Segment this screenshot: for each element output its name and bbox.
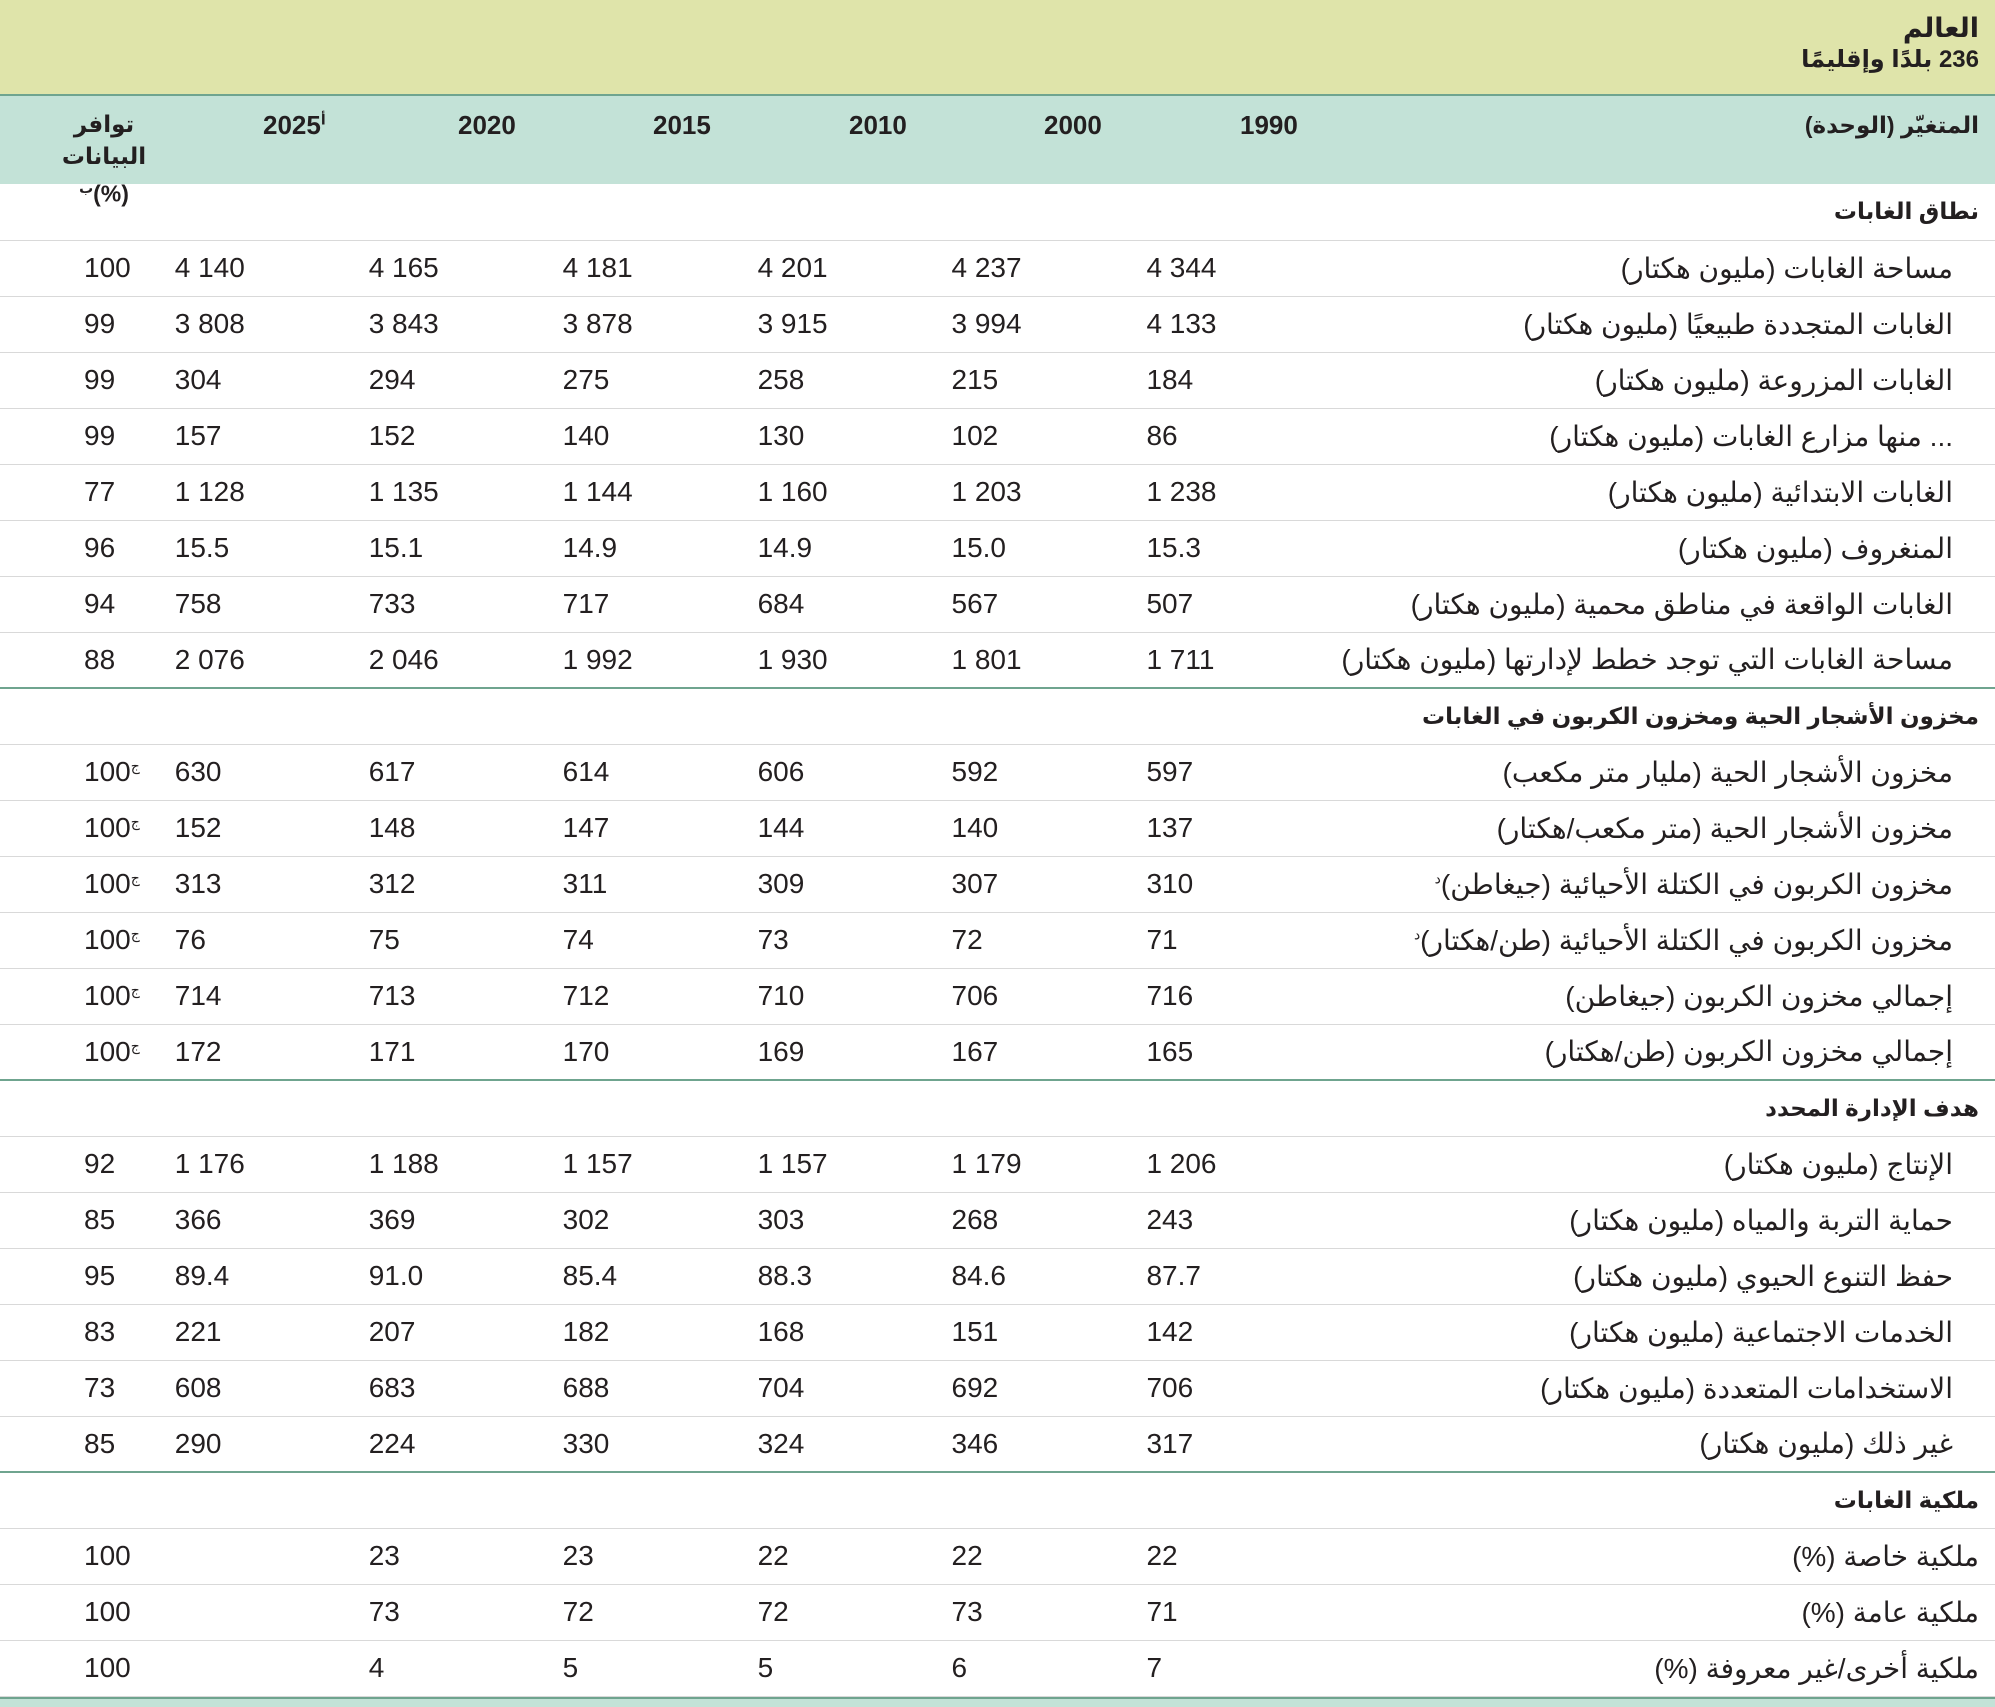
availability-cell	[0, 240, 175, 296]
value-cell-1990: 1 711	[1146, 632, 1341, 688]
row-label-text: مخزون الكربون في الكتلة الأحيائية (جيغاطن)	[1440, 868, 1953, 900]
availability-value: 99	[84, 420, 116, 451]
value-cell-2025: 2 076	[175, 632, 369, 688]
value-cell-1990: 1 238	[1146, 464, 1341, 520]
row-label-text: إجمالي مخزون الكربون (جيغاطن)	[1565, 980, 1953, 1012]
availability-value: 95	[84, 1260, 116, 1291]
value-cell-2015: 170	[563, 1024, 758, 1080]
availability-cell	[0, 856, 175, 912]
value-cell-2020: 15.1	[369, 520, 563, 576]
value-cell-2010: 5	[758, 1640, 952, 1696]
value-cell-2000: 4 237	[952, 240, 1147, 296]
value-cell-1990: 71	[1146, 1584, 1341, 1640]
value-cell-2025: 76	[175, 912, 369, 968]
value-cell-2000: 215	[952, 352, 1147, 408]
availability-cell	[0, 1024, 175, 1080]
row-label-text: ملكية خاصة (%)	[1792, 1540, 1979, 1572]
availability-value: 100	[84, 756, 131, 787]
header-year-2000: 2000	[1044, 110, 1102, 140]
value-cell-2010: 704	[758, 1360, 952, 1416]
availability-value: 92	[84, 1148, 116, 1179]
value-cell-2000: 706	[952, 968, 1147, 1024]
availability-mark: ج	[130, 757, 140, 774]
row-label-text: الخدمات الاجتماعية (مليون هكتار)	[1569, 1316, 1953, 1348]
value-cell-1990: 22	[1146, 1528, 1341, 1584]
value-cell-2015: 311	[563, 856, 758, 912]
value-cell-2010: 710	[758, 968, 952, 1024]
availability-value: 100	[84, 812, 131, 843]
value-cell-1990: 137	[1146, 800, 1341, 856]
value-cell-2025: 1 176	[175, 1136, 369, 1192]
value-cell-2010: 169	[758, 1024, 952, 1080]
row-label-text: الغابات المزروعة (مليون هكتار)	[1594, 364, 1953, 396]
row-label-text: المنغروف (مليون هكتار)	[1677, 532, 1953, 564]
value-cell-2000: 22	[952, 1528, 1147, 1584]
row-label-text: مخزون الكربون في الكتلة الأحيائية (طن/هكتار)	[1420, 924, 1953, 956]
row-label-text: حفظ التنوع الحيوي (مليون هكتار)	[1573, 1260, 1953, 1292]
table-row	[0, 856, 1995, 912]
value-cell-2020: 733	[369, 576, 563, 632]
data-table	[0, 184, 1995, 1697]
value-cell-2020: 2 046	[369, 632, 563, 688]
row-label-text: الإنتاج (مليون هكتار)	[1723, 1148, 1953, 1180]
value-cell-1990: 597	[1146, 744, 1341, 800]
value-cell-2000: 692	[952, 1360, 1147, 1416]
table-row	[0, 1024, 1995, 1080]
table-row	[0, 464, 1995, 520]
table-row	[0, 1192, 1995, 1248]
header-year-2010: 2010	[849, 110, 907, 140]
row-label	[1341, 240, 1995, 296]
section-title: مخزون الأشجار الحية ومخزون الكربون في الغابات	[0, 688, 1995, 744]
header-year-2025-text: 2025	[263, 110, 321, 140]
row-label-text: الاستخدامات المتعددة (مليون هكتار)	[1540, 1372, 1953, 1404]
value-cell-2025: 152	[175, 800, 369, 856]
table-row	[0, 1360, 1995, 1416]
value-cell-2015: 688	[563, 1360, 758, 1416]
row-label	[1341, 912, 1995, 968]
availability-cell	[0, 1360, 175, 1416]
table-row	[0, 912, 1995, 968]
value-cell-2015: 1 157	[563, 1136, 758, 1192]
value-cell-2025: 221	[175, 1304, 369, 1360]
value-cell-2015: 3 878	[563, 296, 758, 352]
availability-value: 99	[84, 308, 116, 339]
value-cell-2025: 366	[175, 1192, 369, 1248]
header-year-2020: 2020	[458, 110, 516, 140]
availability-value: 100	[84, 868, 131, 899]
availability-cell	[0, 1304, 175, 1360]
section-header-row	[0, 1472, 1995, 1528]
value-cell-2025: 630	[175, 744, 369, 800]
title-band	[0, 0, 1995, 94]
value-cell-2015: 717	[563, 576, 758, 632]
row-label-text: مخزون الأشجار الحية (مليار متر مكعب)	[1502, 756, 1953, 788]
row-label	[1341, 1360, 1995, 1416]
value-cell-1990: 86	[1146, 408, 1341, 464]
value-cell-2020: 683	[369, 1360, 563, 1416]
availability-cell	[0, 1136, 175, 1192]
value-cell-2015: 85.4	[563, 1248, 758, 1304]
table-row	[0, 968, 1995, 1024]
section-title: ملكية الغابات	[0, 1472, 1995, 1528]
value-cell-2010: 22	[758, 1528, 952, 1584]
header-year-2015: 2015	[653, 110, 711, 140]
availability-cell	[0, 1248, 175, 1304]
row-label	[1341, 520, 1995, 576]
value-cell-2010: 309	[758, 856, 952, 912]
row-label-mark: د	[1434, 870, 1441, 887]
row-label	[1341, 1584, 1995, 1640]
value-cell-2010: 1 930	[758, 632, 952, 688]
value-cell-2015: 140	[563, 408, 758, 464]
value-cell-2025: 157	[175, 408, 369, 464]
value-cell-2010: 1 157	[758, 1136, 952, 1192]
value-cell-2020: 617	[369, 744, 563, 800]
table-row	[0, 744, 1995, 800]
availability-mark: ج	[130, 813, 140, 830]
value-cell-2010: 14.9	[758, 520, 952, 576]
table-row	[0, 632, 1995, 688]
value-cell-2010: 606	[758, 744, 952, 800]
row-label-text: الغابات الواقعة في مناطق محمية (مليون هكتار)	[1410, 588, 1953, 620]
value-cell-1990: 4 133	[1146, 296, 1341, 352]
availability-cell	[0, 352, 175, 408]
row-label-text: الغابات الابتدائية (مليون هكتار)	[1607, 476, 1953, 508]
value-cell-1990: 184	[1146, 352, 1341, 408]
value-cell-2000: 72	[952, 912, 1147, 968]
value-cell-2015: 302	[563, 1192, 758, 1248]
availability-value: 88	[84, 643, 116, 675]
value-cell-2025	[175, 1640, 369, 1696]
header-year-2025-mark: أ	[320, 111, 326, 128]
availability-value: 94	[84, 588, 116, 619]
table-row	[0, 1136, 1995, 1192]
availability-value: 100	[84, 1652, 131, 1683]
value-cell-2010: 3 915	[758, 296, 952, 352]
value-cell-2025: 15.5	[175, 520, 369, 576]
availability-cell	[0, 968, 175, 1024]
value-cell-2025: 313	[175, 856, 369, 912]
value-cell-2025: 304	[175, 352, 369, 408]
row-label	[1341, 296, 1995, 352]
value-cell-2000: 3 994	[952, 296, 1147, 352]
availability-value: 83	[84, 1316, 116, 1347]
value-cell-2010: 4 201	[758, 240, 952, 296]
value-cell-2000: 1 801	[952, 632, 1147, 688]
row-label	[1341, 408, 1995, 464]
value-cell-2020: 3 843	[369, 296, 563, 352]
availability-cell	[0, 744, 175, 800]
row-label	[1341, 744, 1995, 800]
value-cell-2015: 147	[563, 800, 758, 856]
row-label	[1341, 1136, 1995, 1192]
value-cell-2025: 758	[175, 576, 369, 632]
value-cell-2015: 23	[563, 1528, 758, 1584]
value-cell-1990: 243	[1146, 1192, 1341, 1248]
availability-mark: ج	[130, 981, 140, 998]
header-availability-mark: ب	[79, 180, 94, 196]
availability-mark: ج	[130, 869, 140, 886]
value-cell-2015: 4 181	[563, 240, 758, 296]
value-cell-2015: 614	[563, 744, 758, 800]
row-label	[1341, 1248, 1995, 1304]
value-cell-2000: 140	[952, 800, 1147, 856]
row-label	[1341, 968, 1995, 1024]
availability-value: 85	[84, 1204, 116, 1235]
section-header-row	[0, 688, 1995, 744]
availability-value: 100	[84, 1596, 131, 1627]
value-cell-1990: 310	[1146, 856, 1341, 912]
value-cell-2025: 3 808	[175, 296, 369, 352]
value-cell-2000: 268	[952, 1192, 1147, 1248]
row-label	[1341, 856, 1995, 912]
value-cell-2015: 275	[563, 352, 758, 408]
section-title: نطاق الغابات	[0, 184, 1995, 240]
value-cell-1990: 15.3	[1146, 520, 1341, 576]
value-cell-2020: 73	[369, 1584, 563, 1640]
availability-mark: ج	[130, 1037, 140, 1054]
page-subtitle: 236 بلدًا وإقليمًا	[1801, 46, 1979, 73]
value-cell-2010: 258	[758, 352, 952, 408]
availability-value: 85	[84, 1427, 116, 1459]
value-cell-2025: 608	[175, 1360, 369, 1416]
value-cell-2010: 73	[758, 912, 952, 968]
value-cell-2010: 88.3	[758, 1248, 952, 1304]
table-row	[0, 800, 1995, 856]
value-cell-2010: 168	[758, 1304, 952, 1360]
availability-cell	[0, 464, 175, 520]
value-cell-2010: 324	[758, 1416, 952, 1472]
value-cell-2000: 73	[952, 1584, 1147, 1640]
value-cell-2000: 346	[952, 1416, 1147, 1472]
value-cell-2015: 712	[563, 968, 758, 1024]
header-year-2025	[263, 110, 326, 141]
availability-cell	[0, 632, 175, 688]
value-cell-2020: 23	[369, 1528, 563, 1584]
value-cell-2025: 4 140	[175, 240, 369, 296]
row-label	[1341, 800, 1995, 856]
value-cell-2020: 294	[369, 352, 563, 408]
value-cell-2010: 1 160	[758, 464, 952, 520]
section-title: هدف الإدارة المحدد	[0, 1080, 1995, 1136]
table-row	[0, 296, 1995, 352]
value-cell-2000: 167	[952, 1024, 1147, 1080]
header-availability-line1: توافر البيانات	[61, 111, 147, 169]
value-cell-2020: 312	[369, 856, 563, 912]
value-cell-2015: 72	[563, 1584, 758, 1640]
bottom-rule	[0, 1697, 1995, 1707]
section-header-row	[0, 184, 1995, 240]
value-cell-2020: 369	[369, 1192, 563, 1248]
availability-cell	[0, 1584, 175, 1640]
table-row	[0, 1416, 1995, 1472]
availability-value: 73	[84, 1372, 116, 1403]
value-cell-2015: 182	[563, 1304, 758, 1360]
value-cell-2020: 1 135	[369, 464, 563, 520]
table-row	[0, 1248, 1995, 1304]
availability-value: 100	[84, 1035, 131, 1067]
row-label	[1341, 1192, 1995, 1248]
availability-cell	[0, 800, 175, 856]
value-cell-2010: 144	[758, 800, 952, 856]
value-cell-2015: 14.9	[563, 520, 758, 576]
value-cell-1990: 716	[1146, 968, 1341, 1024]
row-label-text: ملكية عامة (%)	[1801, 1596, 1979, 1628]
value-cell-2020: 148	[369, 800, 563, 856]
value-cell-2020: 152	[369, 408, 563, 464]
row-label	[1341, 576, 1995, 632]
availability-cell	[0, 520, 175, 576]
value-cell-2015: 1 144	[563, 464, 758, 520]
value-cell-2000: 15.0	[952, 520, 1147, 576]
availability-mark: ج	[130, 925, 140, 942]
value-cell-2025: 89.4	[175, 1248, 369, 1304]
availability-value: 96	[84, 532, 116, 563]
value-cell-2000: 567	[952, 576, 1147, 632]
value-cell-2010: 130	[758, 408, 952, 464]
row-label	[1341, 1416, 1995, 1472]
value-cell-2020: 4 165	[369, 240, 563, 296]
table-row	[0, 520, 1995, 576]
row-label	[1341, 1528, 1995, 1584]
value-cell-2020: 75	[369, 912, 563, 968]
value-cell-1990: 71	[1146, 912, 1341, 968]
value-cell-2000: 1 179	[952, 1136, 1147, 1192]
value-cell-2015: 1 992	[563, 632, 758, 688]
header-year-1990: 1990	[1240, 110, 1298, 140]
value-cell-2000: 1 203	[952, 464, 1147, 520]
availability-value: 100	[84, 980, 131, 1011]
value-cell-1990: 7	[1146, 1640, 1341, 1696]
row-label-text: مخزون الأشجار الحية (متر مكعب/هكتار)	[1496, 812, 1953, 844]
availability-cell	[0, 1640, 175, 1696]
value-cell-2015: 5	[563, 1640, 758, 1696]
row-label-text: حماية التربة والمياه (مليون هكتار)	[1569, 1204, 1953, 1236]
availability-value: 100	[84, 924, 131, 955]
header-availability-unit: (%)	[93, 180, 129, 207]
table-row	[0, 1528, 1995, 1584]
availability-cell	[0, 912, 175, 968]
value-cell-2025	[175, 1528, 369, 1584]
value-cell-1990: 142	[1146, 1304, 1341, 1360]
value-cell-2000: 102	[952, 408, 1147, 464]
value-cell-2015: 330	[563, 1416, 758, 1472]
value-cell-1990: 1 206	[1146, 1136, 1341, 1192]
table-row	[0, 408, 1995, 464]
value-cell-1990: 706	[1146, 1360, 1341, 1416]
table-row	[0, 352, 1995, 408]
row-label	[1341, 1640, 1995, 1696]
row-label	[1341, 632, 1995, 688]
table-row	[0, 576, 1995, 632]
value-cell-2025: 172	[175, 1024, 369, 1080]
value-cell-2000: 307	[952, 856, 1147, 912]
header-variable: المتغيّر (الوحدة)	[1804, 112, 1979, 138]
table-row	[0, 1584, 1995, 1640]
value-cell-2020: 4	[369, 1640, 563, 1696]
value-cell-2010: 72	[758, 1584, 952, 1640]
availability-cell	[0, 576, 175, 632]
value-cell-2025: 290	[175, 1416, 369, 1472]
availability-value: 77	[84, 476, 116, 507]
availability-cell	[0, 408, 175, 464]
row-label-text: ... منها مزارع الغابات (مليون هكتار)	[1549, 420, 1953, 452]
value-cell-1990: 165	[1146, 1024, 1341, 1080]
availability-cell	[0, 1528, 175, 1584]
table-row	[0, 1640, 1995, 1696]
availability-cell	[0, 296, 175, 352]
page-title: العالم	[1902, 13, 1979, 43]
value-cell-2020: 224	[369, 1416, 563, 1472]
value-cell-2020: 207	[369, 1304, 563, 1360]
value-cell-2025: 714	[175, 968, 369, 1024]
row-label-text: الغابات المتجددة طبيعيًا (مليون هكتار)	[1523, 308, 1953, 340]
row-label-text: إجمالي مخزون الكربون (طن/هكتار)	[1544, 1036, 1953, 1068]
value-cell-2020: 91.0	[369, 1248, 563, 1304]
value-cell-1990: 4 344	[1146, 240, 1341, 296]
table-row	[0, 1304, 1995, 1360]
value-cell-2020: 171	[369, 1024, 563, 1080]
table-header	[0, 94, 1995, 207]
availability-value: 100	[84, 252, 131, 283]
value-cell-2020: 713	[369, 968, 563, 1024]
value-cell-2000: 151	[952, 1304, 1147, 1360]
table-row	[0, 240, 1995, 296]
value-cell-2020: 1 188	[369, 1136, 563, 1192]
value-cell-1990: 317	[1146, 1416, 1341, 1472]
row-label	[1341, 1024, 1995, 1080]
value-cell-1990: 87.7	[1146, 1248, 1341, 1304]
value-cell-2000: 84.6	[952, 1248, 1147, 1304]
value-cell-2025	[175, 1584, 369, 1640]
value-cell-1990: 507	[1146, 576, 1341, 632]
availability-value: 100	[84, 1540, 131, 1571]
value-cell-2025: 1 128	[175, 464, 369, 520]
value-cell-2010: 684	[758, 576, 952, 632]
row-label-text: مساحة الغابات (مليون هكتار)	[1620, 252, 1953, 284]
row-label	[1341, 352, 1995, 408]
availability-cell	[0, 1192, 175, 1248]
row-label-text: مساحة الغابات التي توجد خطط لإدارتها (مليون هكتار)	[1341, 644, 1953, 676]
value-cell-2010: 303	[758, 1192, 952, 1248]
value-cell-2000: 592	[952, 744, 1147, 800]
value-cell-2000: 6	[952, 1640, 1147, 1696]
value-cell-2015: 74	[563, 912, 758, 968]
availability-cell	[0, 1416, 175, 1472]
availability-value: 99	[84, 364, 116, 395]
row-label-text: ملكية أخرى/غير معروفة (%)	[1654, 1652, 1979, 1684]
section-header-row	[0, 1080, 1995, 1136]
row-label-mark: د	[1413, 926, 1421, 943]
row-label-text: غير ذلك (مليون هكتار)	[1699, 1428, 1953, 1460]
row-label	[1341, 1304, 1995, 1360]
row-label	[1341, 464, 1995, 520]
